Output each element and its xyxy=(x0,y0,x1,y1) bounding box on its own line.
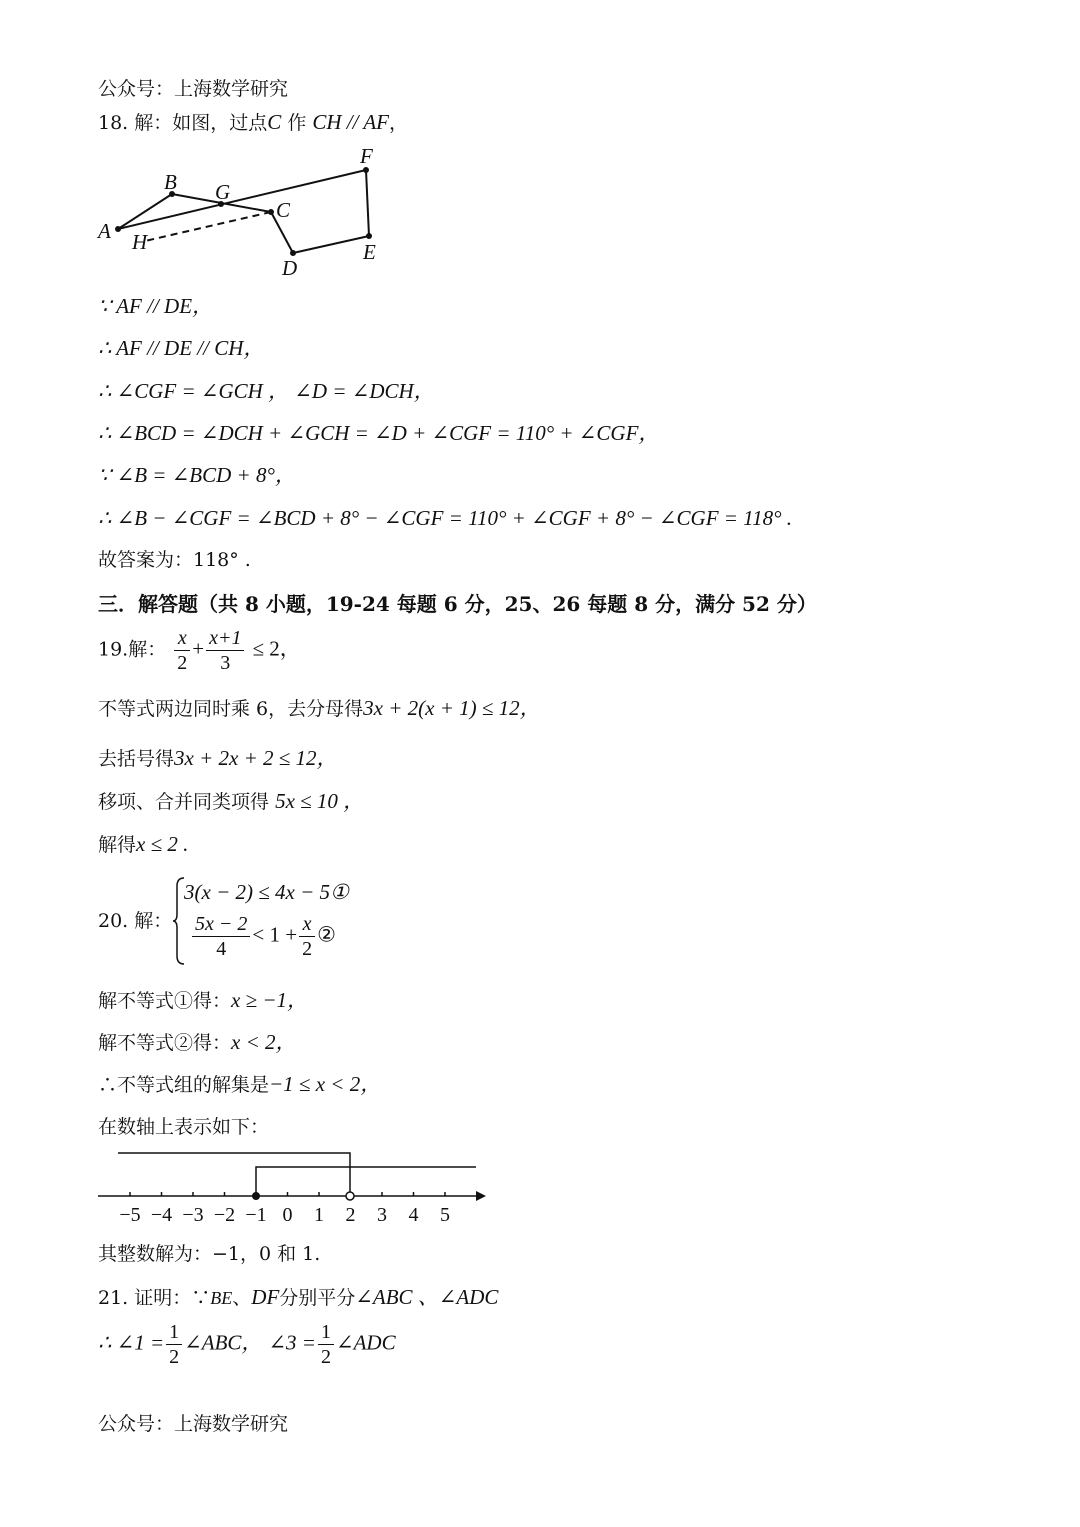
q18-step-4: ∴ ∠BCD = ∠DCH + ∠GCH = ∠D + ∠CGF = 110° + ∠CGF， xyxy=(98,421,660,445)
q21-df: DF xyxy=(251,1285,280,1309)
q18-step-6: ∴ ∠B − ∠CGF = ∠BCD + 8° − ∠CGF = 110° + ∠CGF + 8° − ∠CGF = 118° . xyxy=(98,506,793,530)
q19-plus: + xyxy=(192,636,205,661)
q19-fraction-2 xyxy=(206,626,244,675)
q19-step-2-math: 3x + 2x + 2 ≤ 12， xyxy=(174,746,338,770)
q18-step-5: ∵ ∠B = ∠BCD + 8°， xyxy=(98,463,296,487)
q18-step-3: ∴ ∠CGF = ∠GCH ， ∠D = ∠DCH， xyxy=(98,379,435,403)
q19-step-4 xyxy=(98,832,188,857)
q20-fraction-1 xyxy=(192,912,250,961)
q18-answer: 故答案为：118° . xyxy=(98,549,251,571)
q20-solution-1-text: 解不等式①得： xyxy=(98,990,232,1012)
q21-frac1-num: 1 xyxy=(166,1320,182,1345)
q21-angles: ∠ABC 、∠ADC xyxy=(355,1285,499,1309)
q19-frac1-num: x xyxy=(174,626,190,651)
q19-step-1-text: 不等式两边同时乘 6，去分母得 xyxy=(98,698,364,720)
tick-label: 0 xyxy=(282,1204,293,1226)
section-3-title: 三．解答题（共 8 小题，19-24 每题 6 分，25、26 每题 8 分，满分 52 分） xyxy=(98,592,817,616)
label-b: B xyxy=(164,170,177,194)
point-a-dot xyxy=(115,226,121,232)
q18-parallel-line: CH // AF xyxy=(312,110,389,134)
q20-solution-set-math: −1 ≤ x < 2， xyxy=(269,1072,382,1096)
q18-point-c: C xyxy=(267,110,282,134)
q20-frac1-den: 4 xyxy=(216,938,227,960)
q19-frac1-den: 2 xyxy=(177,652,188,674)
tick-label: 1 xyxy=(314,1204,324,1226)
tick-label: −1 xyxy=(245,1204,267,1226)
q19-fraction-1 xyxy=(174,626,190,675)
q20-solution-1 xyxy=(98,988,308,1013)
q19-prefix: 19.解： xyxy=(98,638,167,661)
number-line-arrow xyxy=(476,1191,486,1201)
q20-solution-set xyxy=(98,1072,381,1097)
q19-rhs: ≤ 2， xyxy=(252,636,301,661)
point-c-dot xyxy=(268,209,274,215)
q20-numberline-intro: 在数轴上表示如下： xyxy=(98,1116,270,1138)
q21-line-1 xyxy=(98,1285,498,1310)
tick-label: −5 xyxy=(119,1204,141,1226)
q19-step-4-text: 解得 xyxy=(98,834,137,856)
page-header: 公众号：上海数学研究 xyxy=(98,78,289,100)
q21-sep: 、 xyxy=(232,1287,252,1309)
label-e: E xyxy=(363,240,376,264)
q20-integer-solutions: 其整数解为：−1，0 和 1. xyxy=(98,1243,321,1265)
q21-angle3-eq: ∠3 = xyxy=(268,1330,316,1355)
q20-solution-2 xyxy=(98,1030,297,1055)
q19-step-3-math: 5x ≤ 10 ， xyxy=(275,789,365,813)
q21-angle1-eq: ∴ ∠1 = xyxy=(98,1330,165,1355)
q21-fraction-2 xyxy=(318,1320,334,1369)
q18-intro-prefix: 18. 解：如图，过点 xyxy=(98,112,268,134)
q19-step-1-math: 3x + 2(x + 1) ≤ 12， xyxy=(363,696,541,720)
tick-label: 3 xyxy=(377,1204,387,1226)
label-f: F xyxy=(360,144,373,168)
label-g: G xyxy=(215,180,231,204)
label-d: D xyxy=(282,256,298,280)
q18-intro-mid: 作 xyxy=(281,112,313,134)
page-footer: 公众号：上海数学研究 xyxy=(98,1413,289,1435)
q21-text: 分别平分 xyxy=(279,1287,356,1309)
tick-label: 4 xyxy=(408,1204,419,1226)
q19-inequality xyxy=(98,626,301,675)
q19-step-4-math: x ≤ 2 . xyxy=(136,832,189,856)
tick-label: 2 xyxy=(345,1204,356,1226)
tick-label: −4 xyxy=(150,1204,173,1226)
q19-frac2-num: x+1 xyxy=(206,626,244,651)
q18-step-2: ∴ AF // DE // CH， xyxy=(98,336,265,360)
q19-step-3 xyxy=(98,789,364,814)
q21-fraction-1 xyxy=(166,1320,182,1369)
q20-prefix: 20. 解： xyxy=(98,910,173,932)
q20-frac2-num: x xyxy=(299,912,315,937)
q21-frac1-den: 2 xyxy=(169,1346,180,1368)
tick-label: 5 xyxy=(440,1204,450,1226)
solid-dot-minus-1 xyxy=(252,1192,260,1200)
label-h: H xyxy=(132,230,148,254)
q20-solution-2-text: 解不等式②得： xyxy=(98,1032,232,1054)
q19-step-1 xyxy=(98,696,541,721)
q18-step-1: ∵ AF // DE， xyxy=(98,294,214,318)
q21-angle-abc: ∠ABC， xyxy=(184,1330,263,1355)
q20-solution-1-math: x ≥ −1， xyxy=(231,988,309,1012)
q20-system-line-2 xyxy=(190,912,336,961)
q20-sys2-mid: < 1 + xyxy=(252,922,298,947)
q21-angle-adc: ∠ADC xyxy=(335,1330,396,1355)
q20-solution-2-math: x < 2， xyxy=(231,1030,297,1054)
q18-intro xyxy=(98,110,408,135)
q21-frac2-num: 1 xyxy=(318,1320,334,1345)
q19-step-2-text: 去括号得 xyxy=(98,748,175,770)
q20-sys2-tag: ② xyxy=(317,922,336,947)
q20-frac1-num: 5x − 2 xyxy=(192,912,250,937)
q21-prefix: 21. 证明：∵ xyxy=(98,1287,211,1309)
label-c: C xyxy=(276,198,291,222)
q20-system-line-1: 3(x − 2) ≤ 4x − 5① xyxy=(184,880,349,904)
label-a: A xyxy=(98,219,111,243)
q21-be: BE xyxy=(210,1288,233,1308)
tick-label: −3 xyxy=(182,1204,204,1226)
q18-geometry-figure xyxy=(90,140,410,290)
q19-step-2 xyxy=(98,746,338,771)
q18-intro-end: ， xyxy=(389,112,409,134)
q19-step-3-text: 移项、合并同类项得 xyxy=(98,791,270,813)
q21-frac2-den: 2 xyxy=(320,1346,331,1368)
q21-line-2 xyxy=(98,1320,396,1369)
tick-label: −2 xyxy=(213,1204,236,1226)
q20-solution-set-text: ∴不等式组的解集是 xyxy=(98,1074,270,1096)
q20-number-line xyxy=(90,1145,500,1230)
q19-frac2-den: 3 xyxy=(220,652,231,674)
point-e-dot xyxy=(366,233,372,239)
hollow-dot-2 xyxy=(346,1192,354,1200)
q20-frac2-den: 2 xyxy=(302,938,313,960)
q20-fraction-2 xyxy=(299,912,315,961)
